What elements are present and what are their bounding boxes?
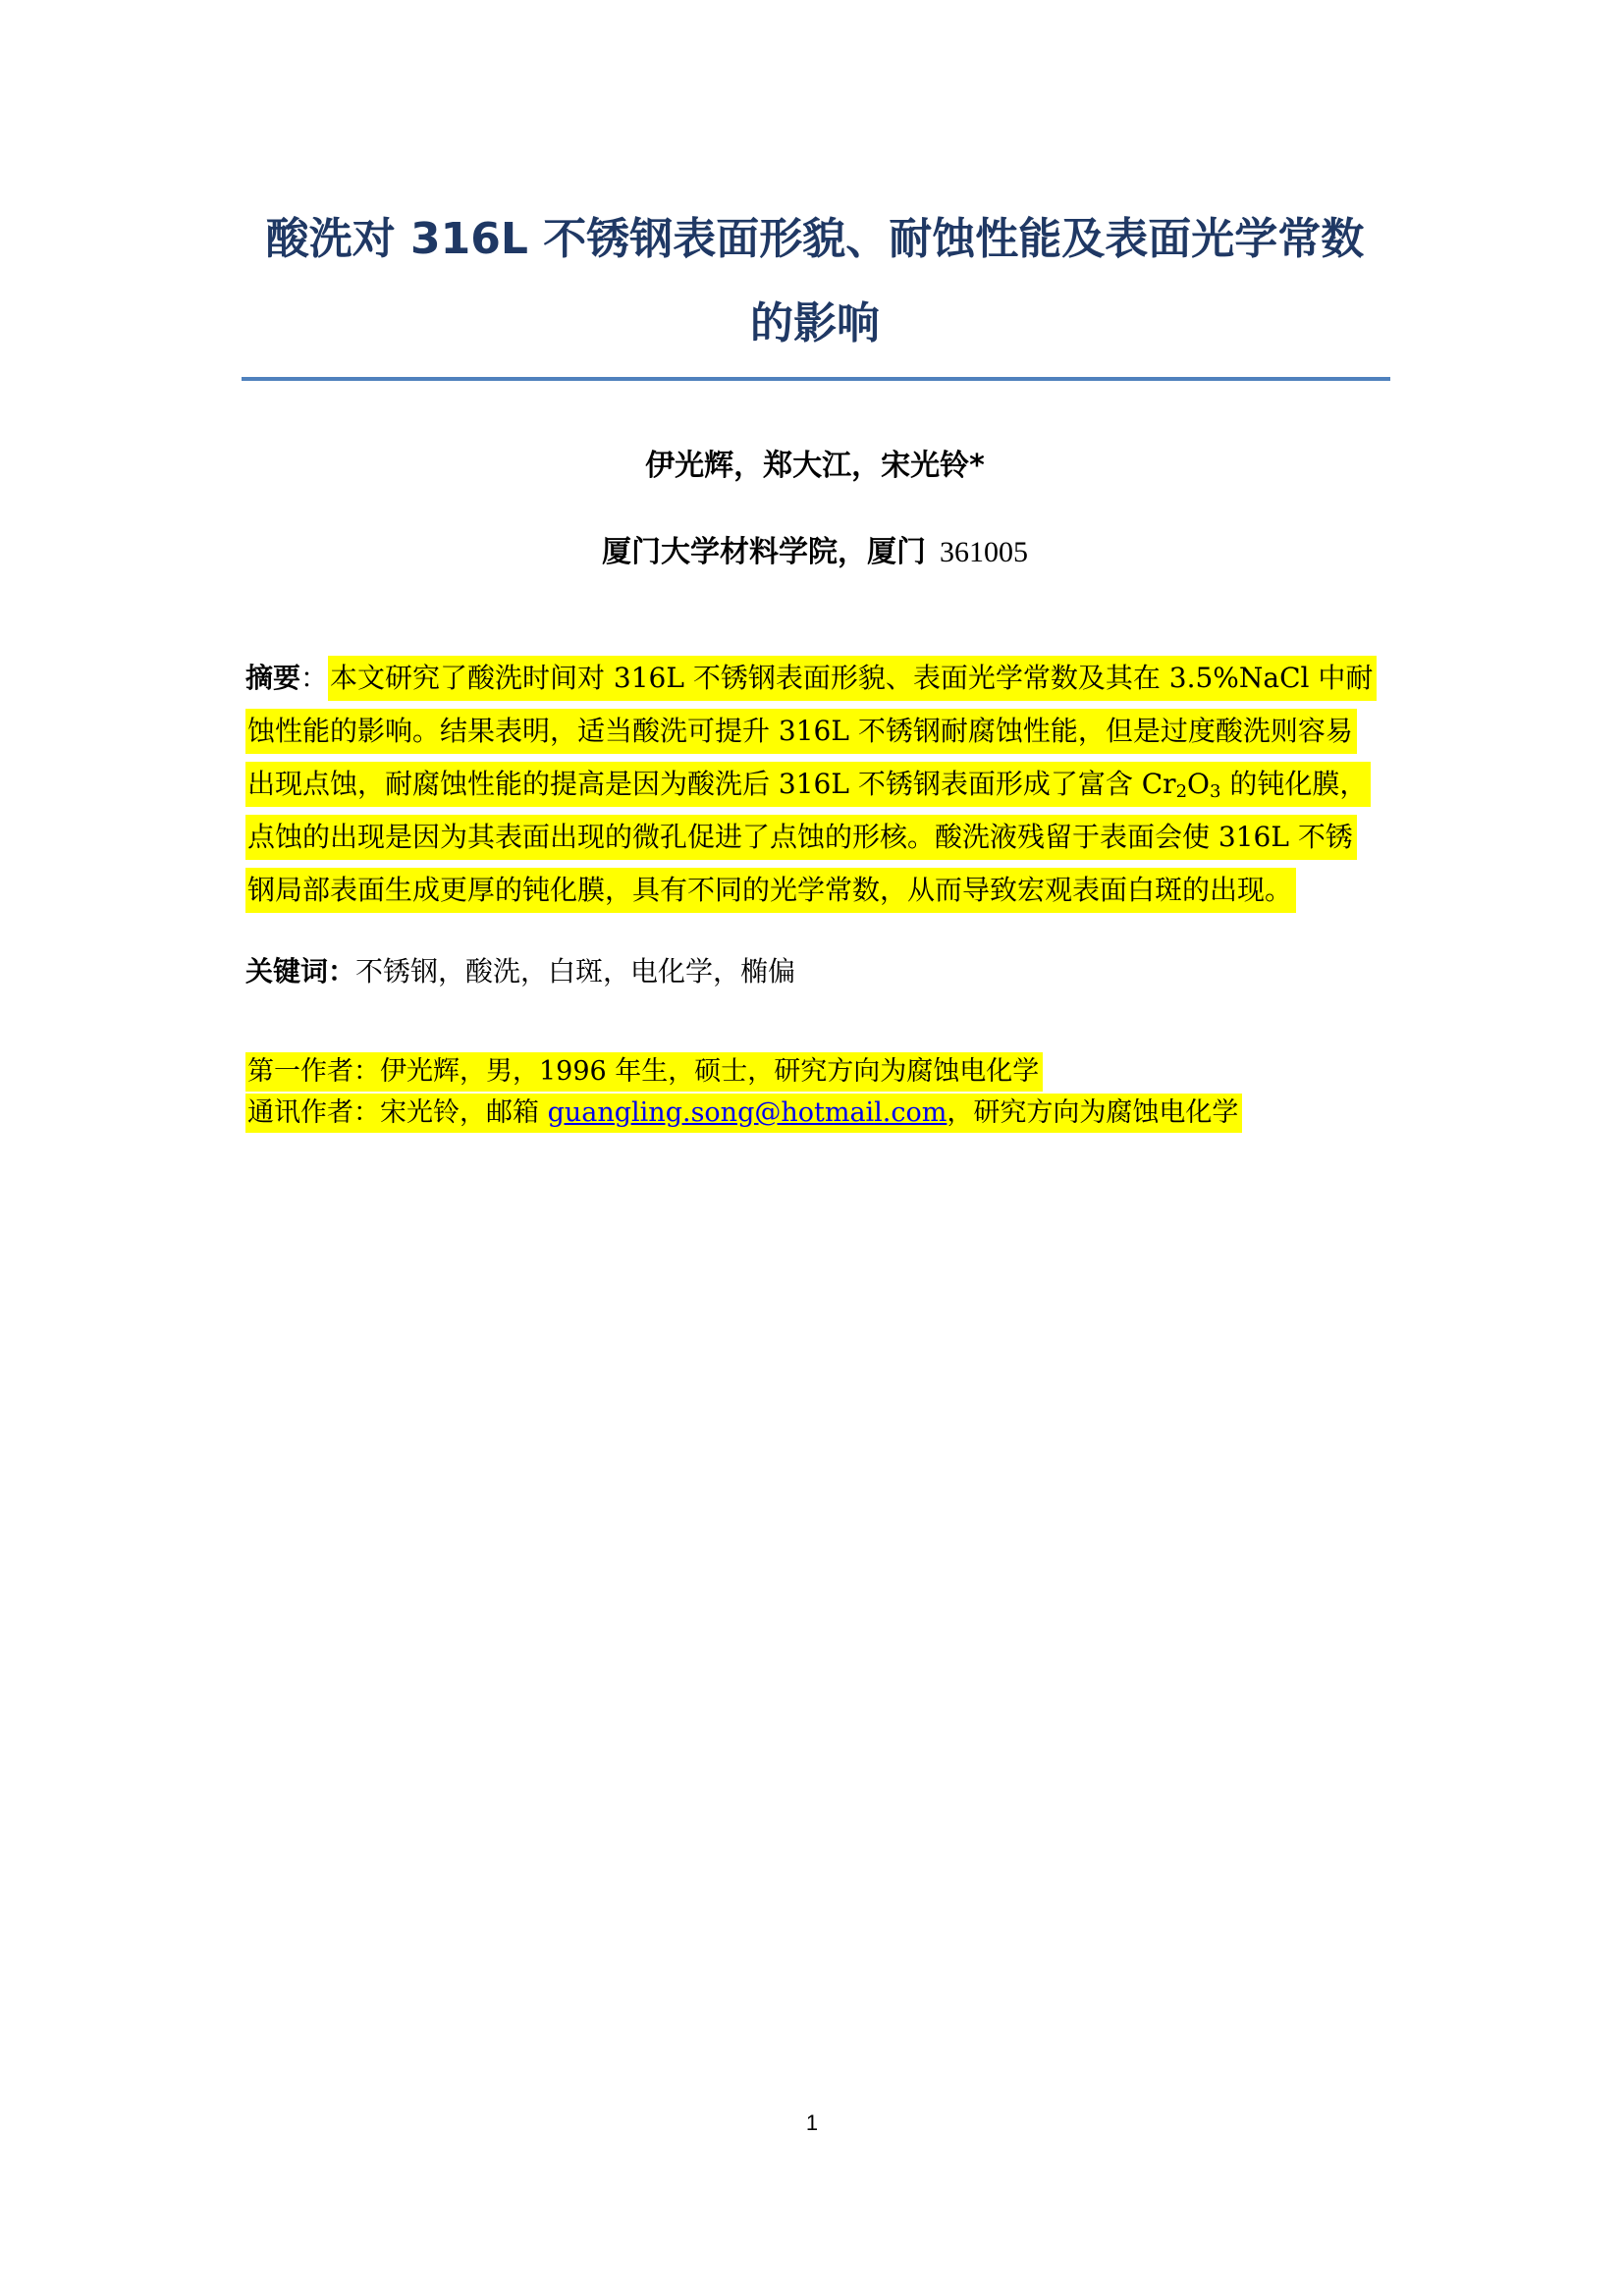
abstract-colon: ： [300,662,329,694]
abstract-line-4 [245,815,1357,860]
keywords-text: 不锈钢，酸洗，白斑，电化学，椭偏 [355,955,796,988]
abstract-text: 点蚀的出现是因为其表面出现的微孔促进了点蚀的形核。酸洗液残留于表面会使 316L 不锈 [245,815,1357,860]
paper-title-line-2: 的影响 [750,298,880,348]
title-divider [242,377,1390,381]
corresponding-author-note: 通讯作者：宋光铃，邮箱 guangling.song@hotmail.com，研究方向为腐蚀电化学 [245,1094,1242,1133]
abstract-text: 钢局部表面生成更厚的钝化膜，具有不同的光学常数，从而导致宏观表面白斑的出现。 [245,868,1296,913]
paper-title-line-1: 酸洗对 316L 不锈钢表面形貌、耐蚀性能及表面光学常数 [265,214,1365,264]
first-author-note: 第一作者：伊光辉，男，1996 年生，硕士，研究方向为腐蚀电化学 [245,1052,1043,1092]
keywords-label: 关键词： [245,955,356,988]
postcode: 361005 [940,536,1028,568]
abstract-label: 摘要 [245,662,301,694]
affiliation [241,535,1389,569]
abstract-text: 出现点蚀，耐腐蚀性能的提高是因为酸洗后 316L 不锈钢表面形成了富含 $Cr_2O_3$ 的钝化膜， [245,762,1371,807]
author-list: 伊光辉，郑大江，宋光铃* [645,449,985,483]
page-number: 1 [805,2110,819,2135]
abstract-line-2 [245,709,1357,754]
abstract-text: 本文研究了酸洗时间对 316L 不锈钢表面形貌、表面光学常数及其在 3.5%NaCl 中耐 [328,656,1377,701]
abstract-line-3 [245,762,1371,807]
abstract-line-5 [245,868,1296,913]
affiliation-text: 厦门大学材料学院，厦门 [602,535,926,569]
keywords [245,952,795,991]
abstract-line-1 [245,656,1377,701]
abstract-text: 蚀性能的影响。结果表明，适当酸洗可提升 316L 不锈钢耐腐蚀性能，但是过度酸洗则容易 [245,709,1357,754]
email-link[interactable]: guangling.song@hotmail.com [547,1097,947,1128]
